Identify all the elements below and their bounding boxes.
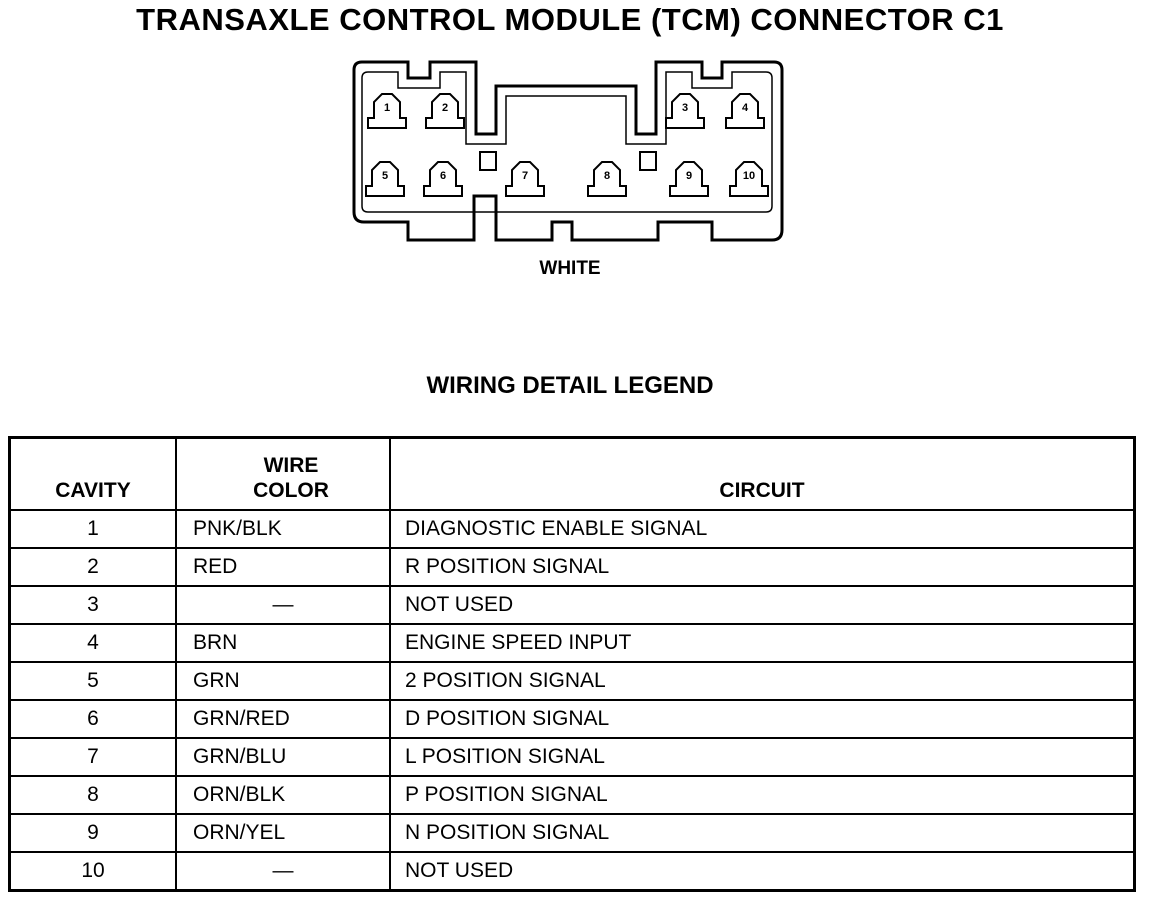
table-row bbox=[10, 662, 1135, 700]
pin-number: 9 bbox=[685, 170, 693, 182]
circuit-cell: NOT USED bbox=[390, 852, 1135, 891]
connector-pin bbox=[368, 94, 406, 128]
circuit-cell: NOT USED bbox=[390, 586, 1135, 624]
cavity-cell: 9 bbox=[10, 814, 177, 852]
table-row bbox=[10, 852, 1135, 891]
cavity-cell: 5 bbox=[10, 662, 177, 700]
wire-color-cell: ORN/BLK bbox=[176, 776, 390, 814]
cavity-cell: 6 bbox=[10, 700, 177, 738]
key-square-left bbox=[480, 152, 496, 170]
connector-pin bbox=[726, 94, 764, 128]
pin-number: 3 bbox=[681, 102, 689, 114]
key-square-right bbox=[640, 152, 656, 170]
pin-number: 1 bbox=[383, 102, 391, 114]
header-circuit: CIRCUIT bbox=[390, 438, 1135, 511]
circuit-cell: N POSITION SIGNAL bbox=[390, 814, 1135, 852]
wire-color-cell: GRN/RED bbox=[176, 700, 390, 738]
table-row bbox=[10, 586, 1135, 624]
table-row bbox=[10, 814, 1135, 852]
wire-color-cell: PNK/BLK bbox=[176, 510, 390, 548]
circuit-cell: L POSITION SIGNAL bbox=[390, 738, 1135, 776]
table-row bbox=[10, 624, 1135, 662]
wire-color-cell: — bbox=[176, 852, 390, 891]
wire-color-cell: ORN/YEL bbox=[176, 814, 390, 852]
table-row bbox=[10, 700, 1135, 738]
cavity-cell: 10 bbox=[10, 852, 177, 891]
cavity-cell: 8 bbox=[10, 776, 177, 814]
connector-color-label: WHITE bbox=[539, 258, 601, 279]
circuit-cell: 2 POSITION SIGNAL bbox=[390, 662, 1135, 700]
table-row bbox=[10, 776, 1135, 814]
table-row bbox=[10, 548, 1135, 586]
wire-color-cell: GRN bbox=[176, 662, 390, 700]
pin-number: 10 bbox=[742, 170, 756, 182]
table-row bbox=[10, 510, 1135, 548]
pin-number: 7 bbox=[521, 170, 529, 182]
pin-number: 5 bbox=[381, 170, 389, 182]
page-title: TRANSAXLE CONTROL MODULE (TCM) CONNECTOR C1 bbox=[136, 2, 1004, 37]
circuit-cell: R POSITION SIGNAL bbox=[390, 548, 1135, 586]
wire-color-cell: — bbox=[176, 586, 390, 624]
wire-color-cell: RED bbox=[176, 548, 390, 586]
legend-title: WIRING DETAIL LEGEND bbox=[426, 372, 714, 399]
connector-pin bbox=[366, 162, 404, 196]
cavity-cell: 4 bbox=[10, 624, 177, 662]
connector-diagram bbox=[350, 56, 790, 246]
wire-color-cell: BRN bbox=[176, 624, 390, 662]
circuit-cell: ENGINE SPEED INPUT bbox=[390, 624, 1135, 662]
circuit-cell: P POSITION SIGNAL bbox=[390, 776, 1135, 814]
connector-pin bbox=[670, 162, 708, 196]
wire-color-cell: GRN/BLU bbox=[176, 738, 390, 776]
table-header-row bbox=[10, 438, 1135, 511]
cavity-cell: 1 bbox=[10, 510, 177, 548]
cavity-cell: 2 bbox=[10, 548, 177, 586]
circuit-cell: DIAGNOSTIC ENABLE SIGNAL bbox=[390, 510, 1135, 548]
pin-number: 8 bbox=[603, 170, 611, 182]
cavity-cell: 7 bbox=[10, 738, 177, 776]
connector-pin bbox=[424, 162, 462, 196]
circuit-cell: D POSITION SIGNAL bbox=[390, 700, 1135, 738]
header-wire-color-line2: COLOR bbox=[253, 478, 329, 502]
connector-pin bbox=[426, 94, 464, 128]
connector-pin bbox=[588, 162, 626, 196]
connector-pin bbox=[666, 94, 704, 128]
table-row bbox=[10, 738, 1135, 776]
wiring-table bbox=[8, 436, 1136, 892]
header-cavity: CAVITY bbox=[10, 438, 177, 511]
cavity-cell: 3 bbox=[10, 586, 177, 624]
connector-pin bbox=[506, 162, 544, 196]
pin-number: 2 bbox=[441, 102, 449, 114]
header-wire-color-line1: WIRE bbox=[263, 453, 319, 477]
pin-number: 6 bbox=[439, 170, 447, 182]
connector-pin bbox=[730, 162, 768, 196]
pin-number: 4 bbox=[741, 102, 749, 114]
header-wire-color bbox=[176, 438, 390, 511]
